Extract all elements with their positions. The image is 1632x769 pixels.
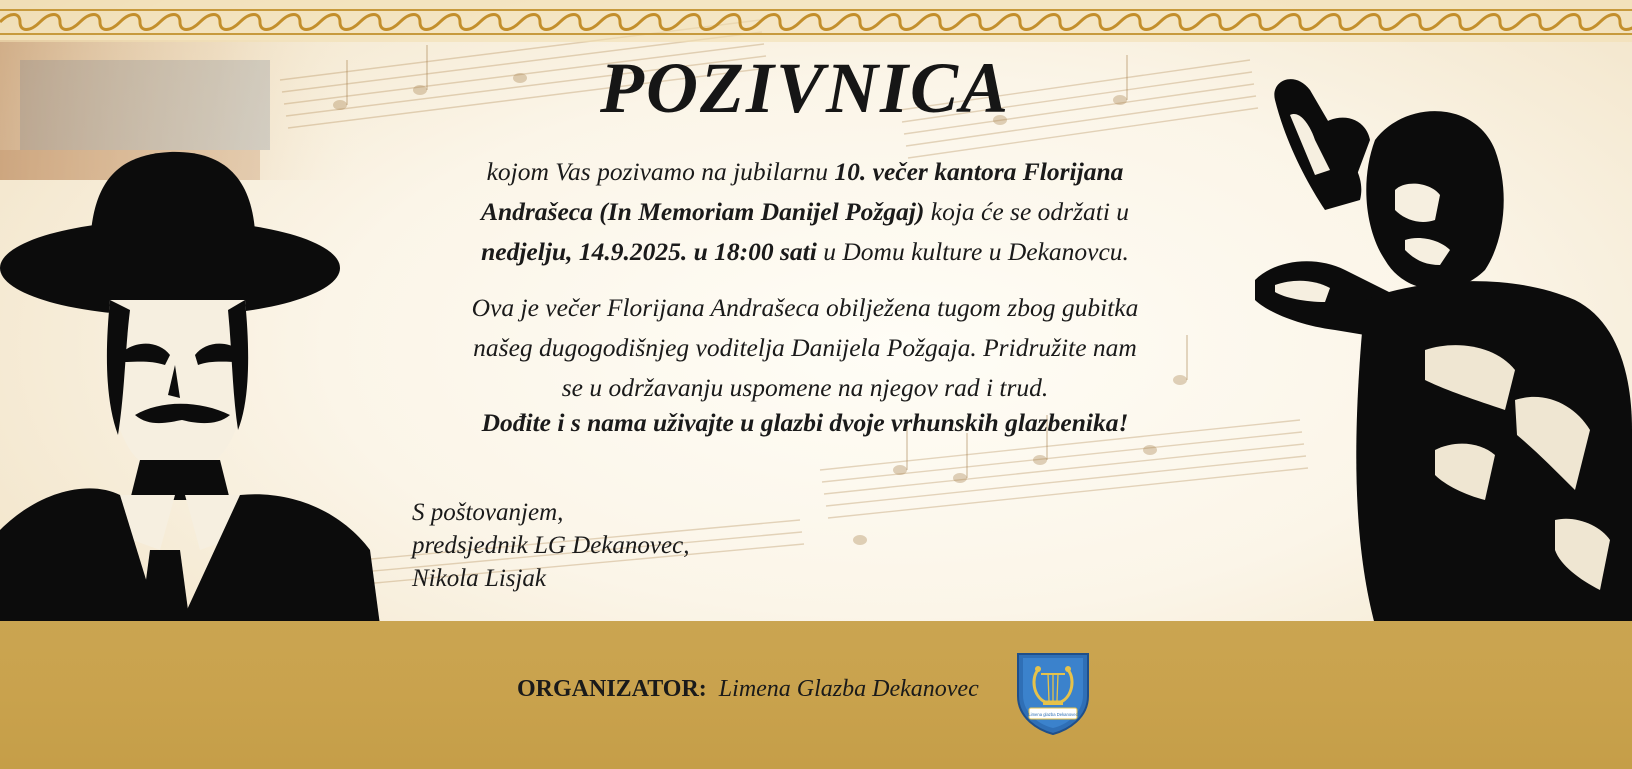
organizer-label: ORGANIZATOR: bbox=[517, 676, 707, 702]
organizer-name: Limena Glazba Dekanovec bbox=[718, 676, 979, 702]
invitation-text-intro bbox=[395, 152, 1215, 272]
signature-role: predsjednik LG Dekanovec, bbox=[412, 532, 690, 559]
signature-block bbox=[412, 496, 689, 595]
event-name-part2: Andrašeca (In Memoriam Danijel Požgaj) bbox=[480, 197, 925, 226]
memorial-line-3: se u održavanju uspomene na njegov rad i trud. bbox=[561, 373, 1049, 402]
invitation-call-to-action: Dođite i s nama uživajte u glazbi dvoje vrhunskih glazbenika! bbox=[481, 408, 1129, 437]
event-venue: u Domu kulture u Dekanovcu. bbox=[816, 237, 1129, 266]
ornamental-border bbox=[0, 0, 1632, 42]
crest-text: Limena glazba Dekanovec bbox=[1028, 712, 1078, 717]
left-portrait-silhouette bbox=[0, 150, 380, 625]
intro-text-2: koja će se održati u bbox=[924, 197, 1130, 226]
event-date-time: nedjelju, 14.9.2025. u 18:00 sati bbox=[481, 237, 817, 266]
event-name-part1: 10. večer kantora Florijana bbox=[834, 157, 1124, 186]
lyre-crest-icon bbox=[1013, 648, 1093, 736]
signature-name: Nikola Lisjak bbox=[412, 565, 547, 592]
signature-greeting: S poštovanjem, bbox=[412, 499, 564, 526]
right-conductor-silhouette bbox=[1255, 70, 1632, 625]
organizer-line bbox=[517, 676, 979, 703]
invitation-text-memorial bbox=[395, 288, 1215, 408]
intro-text-1: kojom Vas pozivamo na jubilarnu bbox=[486, 157, 835, 186]
memorial-line-1: Ova je večer Florijana Andrašeca obilježena tugom zbog gubitka bbox=[471, 293, 1139, 322]
memorial-line-2: našeg dugogodišnjeg voditelja Danijela Požgaja. Pridružite nam bbox=[473, 333, 1137, 362]
invitation-title: POZIVNICA bbox=[599, 48, 1011, 128]
